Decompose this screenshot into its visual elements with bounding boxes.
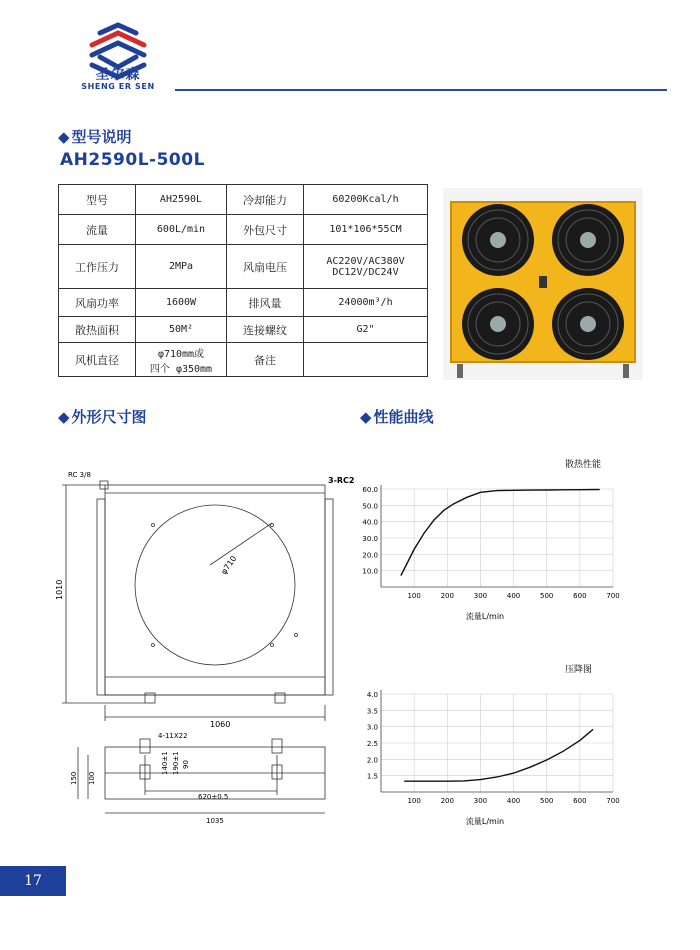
table-cell: 流量 — [59, 215, 136, 245]
label-width: 1060 — [210, 720, 231, 729]
table-cell: 101*106*55CM — [304, 215, 428, 245]
label-fan-dia: φ710 — [219, 554, 239, 577]
table-cell: 60200Kcal/h — [304, 185, 428, 215]
label-base-width: 1035 — [206, 817, 224, 825]
x-tick-label: 400 — [506, 797, 521, 805]
table-row — [59, 289, 428, 317]
chart-title: 压降图 — [565, 665, 593, 675]
y-tick-label: 10.0 — [362, 567, 378, 576]
diamond-icon: ◆ — [58, 128, 70, 146]
table-cell: 外包尺寸 — [227, 215, 304, 245]
label-side-h2: 100 — [88, 771, 96, 785]
table-cell: G2" — [304, 317, 428, 343]
series-line — [401, 490, 600, 576]
label-port-in: RC 3/8 — [68, 471, 91, 479]
y-tick-label: 2.0 — [366, 756, 378, 765]
x-tick-label: 100 — [407, 797, 421, 805]
y-tick-label: 2.5 — [366, 740, 378, 748]
table-cell: 排风量 — [227, 289, 304, 317]
x-tick-label: 100 — [407, 592, 421, 600]
y-tick-label: 3.0 — [366, 723, 378, 732]
table-cell — [304, 245, 428, 289]
chart-title: 散热性能 — [565, 460, 602, 470]
product-photo — [443, 188, 643, 380]
diamond-icon: ◆ — [58, 408, 70, 426]
diamond-icon: ◆ — [360, 408, 372, 426]
table-cell: 1600W — [136, 289, 227, 317]
label-height: 1010 — [55, 579, 64, 600]
table-cell — [304, 343, 428, 377]
label-d3: 90 — [182, 760, 190, 769]
y-tick-label: 40.0 — [362, 518, 378, 527]
y-tick-label: 30.0 — [362, 535, 378, 543]
table-row — [59, 245, 428, 289]
fan-icon — [552, 288, 624, 360]
fan-icon — [462, 204, 534, 276]
table-cell: 散热面积 — [59, 317, 136, 343]
label-d1: 140±1 — [161, 751, 169, 775]
fan-dia-line1: φ710mm或 — [157, 348, 205, 360]
x-tick-label: 700 — [606, 797, 620, 805]
y-tick-label: 60.0 — [362, 486, 378, 494]
table-cell: 600L/min — [136, 215, 227, 245]
y-tick-label: 3.5 — [366, 707, 378, 716]
x-tick-label: 700 — [606, 592, 620, 600]
x-tick-label: 200 — [440, 797, 454, 805]
label-port-out: 3-RC2 — [328, 476, 355, 485]
header-divider — [175, 89, 667, 91]
voltage-ac: AC220V/AC380V — [326, 255, 405, 267]
voltage-dc: DC12V/DC24V — [332, 266, 399, 278]
chart-pressure-drop — [355, 660, 630, 835]
table-row — [59, 317, 428, 343]
table-cell: 风扇电压 — [227, 245, 304, 289]
chart-heat-performance — [355, 455, 630, 630]
table-cell: 风机直径 — [59, 343, 136, 377]
table-cell: 风扇功率 — [59, 289, 136, 317]
table-cell: 50M² — [136, 317, 227, 343]
table-cell: 2MPa — [136, 245, 227, 289]
brand-name-en: SHENG ER SEN — [81, 82, 155, 91]
x-tick-label: 400 — [506, 592, 521, 600]
label-holes: 4-11X22 — [158, 732, 188, 740]
table-cell: 型号 — [59, 185, 136, 215]
x-axis-label: 流量L/min — [465, 612, 505, 621]
table-cell: 24000m³/h — [304, 289, 428, 317]
table-cell: AH2590L — [136, 185, 227, 215]
y-tick-label: 50.0 — [362, 502, 378, 511]
section-title-performance: ◆ 性能曲线 — [360, 408, 434, 426]
table-row — [59, 215, 428, 245]
model-number: AH2590L-500L — [60, 150, 205, 170]
x-tick-label: 300 — [473, 797, 488, 805]
y-tick-label: 20.0 — [362, 551, 378, 560]
label-spacing: 620±0.5 — [198, 793, 229, 801]
y-tick-label: 1.5 — [366, 772, 378, 781]
section-title-dimensions: ◆ 外形尺寸图 — [58, 408, 147, 426]
x-tick-label: 200 — [440, 592, 454, 600]
x-axis-label: 流量L/min — [465, 817, 505, 826]
table-cell: 连接螺纹 — [227, 317, 304, 343]
series-line — [404, 729, 593, 781]
brand-name-cn: 圣尔森 — [95, 67, 141, 83]
fan-icon — [552, 204, 624, 276]
y-tick-label: 4.0 — [366, 691, 378, 699]
table-row — [59, 185, 428, 215]
x-tick-label: 600 — [573, 592, 587, 600]
x-tick-label: 500 — [540, 592, 554, 600]
table-cell — [136, 343, 227, 377]
table-row — [59, 343, 428, 377]
table-cell: 冷却能力 — [227, 185, 304, 215]
label-d2: 190±1 — [172, 751, 180, 775]
x-tick-label: 500 — [540, 797, 554, 805]
table-cell: 备注 — [227, 343, 304, 377]
section-title-model: ◆ 型号说明 — [58, 128, 132, 146]
page-number: 17 — [0, 866, 66, 896]
spec-table — [58, 184, 428, 377]
x-tick-label: 600 — [573, 797, 587, 805]
table-cell: 工作压力 — [59, 245, 136, 289]
label-side-h1: 150 — [70, 771, 78, 785]
fan-dia-line2: 四个 φ350mm — [149, 363, 213, 375]
fan-icon — [462, 288, 534, 360]
x-tick-label: 300 — [473, 592, 488, 600]
dimension-drawing — [55, 455, 355, 830]
